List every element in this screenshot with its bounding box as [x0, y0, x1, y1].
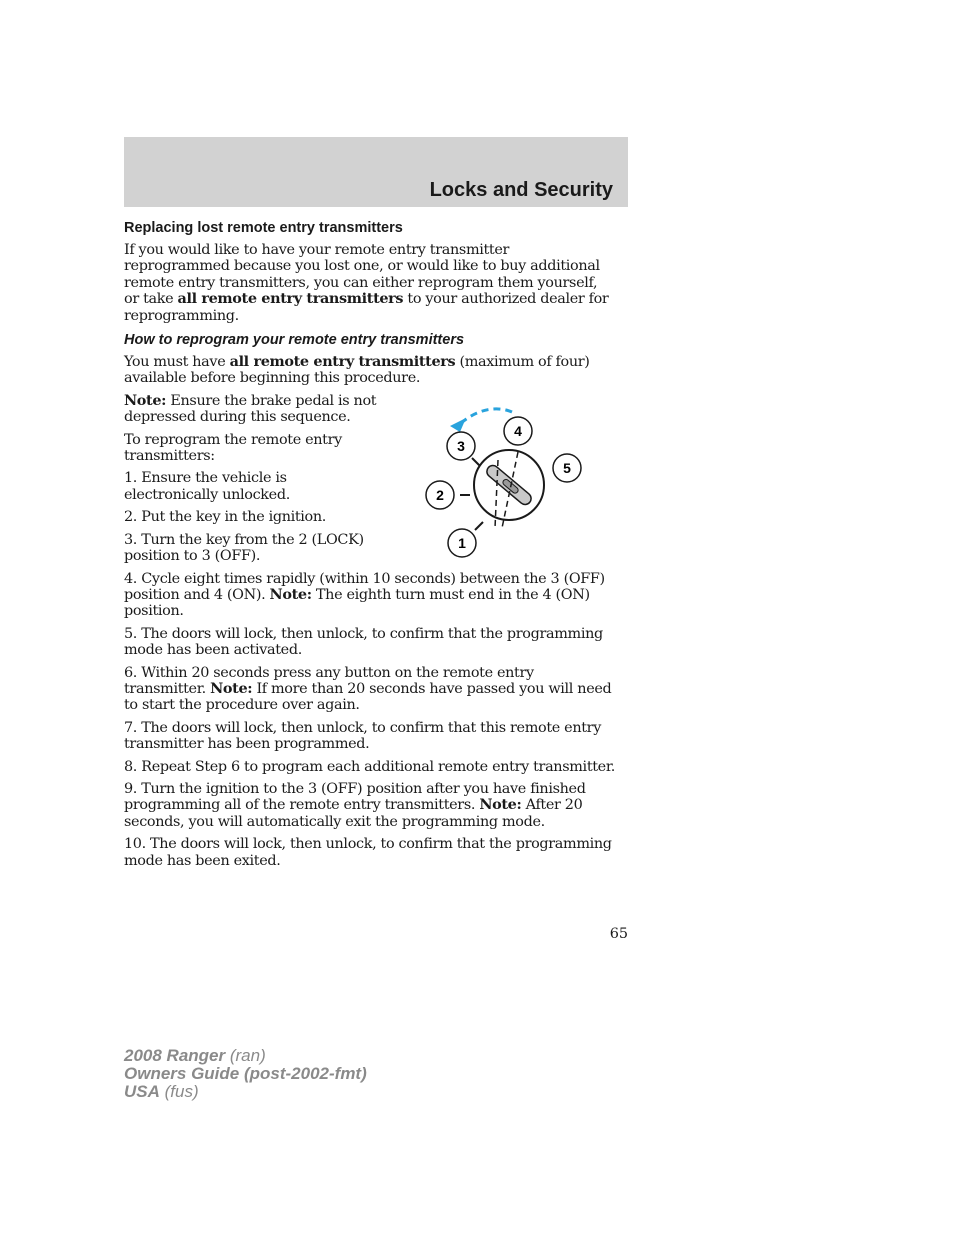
section-header-band	[124, 137, 628, 207]
note-label: Note:	[269, 585, 312, 603]
step-10: 10. The doors will lock, then unlock, to confirm that the programming mode has been exited.	[124, 836, 612, 869]
note-label: Note:	[210, 679, 253, 697]
position-label-1: 1	[458, 535, 466, 551]
rotation-arrow	[460, 409, 512, 424]
step-7: 7. The doors will lock, then unlock, to confirm that this remote entry transmitter has been programmed.	[124, 719, 601, 753]
document-footer	[124, 1047, 367, 1101]
step-2: 2. Put the key in the ignition.	[124, 509, 327, 526]
step-4: 4. Cycle eight times rapidly (within 10 seconds) between the 3 (OFF) position and 4 (ON). Note: The eighth turn must end in the 4 (ON) position.	[124, 570, 605, 620]
step-1: 1. Ensure the vehicle is electronically unlocked.	[124, 470, 290, 503]
position-label-2: 2	[436, 487, 444, 503]
tick-position-1	[475, 522, 483, 530]
position-marker-4	[504, 417, 532, 445]
position-marker-3	[447, 432, 475, 460]
bold-phrase: all remote entry transmitters	[229, 353, 456, 371]
position-marker-2	[426, 481, 454, 509]
arrow-head	[450, 418, 466, 432]
tick-position-3	[472, 458, 480, 466]
ignition-diagram	[420, 400, 590, 560]
footer-line-1: 2008 Ranger (ran)	[124, 1046, 266, 1065]
footer-line-3: USA (fus)	[124, 1082, 199, 1101]
step-5: 5. The doors will lock, then unlock, to confirm that the programming mode has been activated.	[124, 625, 603, 659]
page-number: 65	[609, 926, 628, 942]
position-label-4: 4	[514, 423, 522, 439]
note-label: Note:	[479, 796, 522, 814]
position-marker-5	[553, 454, 581, 482]
note-brake-pedal: Note: Ensure the brake pedal is not depressed during this sequence.	[124, 391, 377, 426]
position-label-3: 3	[457, 438, 465, 454]
note-label: Note:	[124, 391, 167, 409]
step-8: 8. Repeat Step 6 to program each additional remote entry transmitter.	[124, 758, 616, 775]
position-label-5: 5	[563, 460, 571, 476]
footer-line-2: Owners Guide (post-2002-fmt)	[124, 1064, 367, 1083]
ignition-diagram-svg	[420, 400, 590, 560]
position-marker-1	[448, 529, 476, 557]
heading-replacing-transmitters: Replacing lost remote entry transmitters	[124, 220, 403, 236]
step-9: 9. Turn the ignition to the 3 (OFF) position after you have finished programming all of the remote entry transmitters. Note: After 20 seconds, you will automatically exit the programming mode.	[124, 780, 586, 830]
step-6: 6. Within 20 seconds press any button on the remote entry transmitter. Note: If more than 20 seconds have passed you will need to start the procedure over again.	[124, 664, 612, 714]
heading-how-to-reprogram: How to reprogram your remote entry transmitters	[124, 332, 465, 349]
step-3: 3. Turn the key from the 2 (LOCK) position to 3 (OFF).	[124, 531, 364, 565]
bold-phrase: all remote entry transmitters	[177, 290, 404, 308]
paragraph-intro: You must have all remote entry transmitters (maximum of four) available before beginning this procedure.	[124, 353, 590, 387]
section-title: Locks and Security	[429, 179, 613, 201]
paragraph-replacing: If you would like to have your remote entry transmitter reprogrammed because you lost one, or would like to buy additional remote entry transmitters, you can either reprogram them yourself, or take all remote entry transmitters to your authorized dealer for reprogramming.	[124, 242, 609, 324]
lead-text: To reprogram the remote entry transmitters:	[124, 431, 342, 465]
